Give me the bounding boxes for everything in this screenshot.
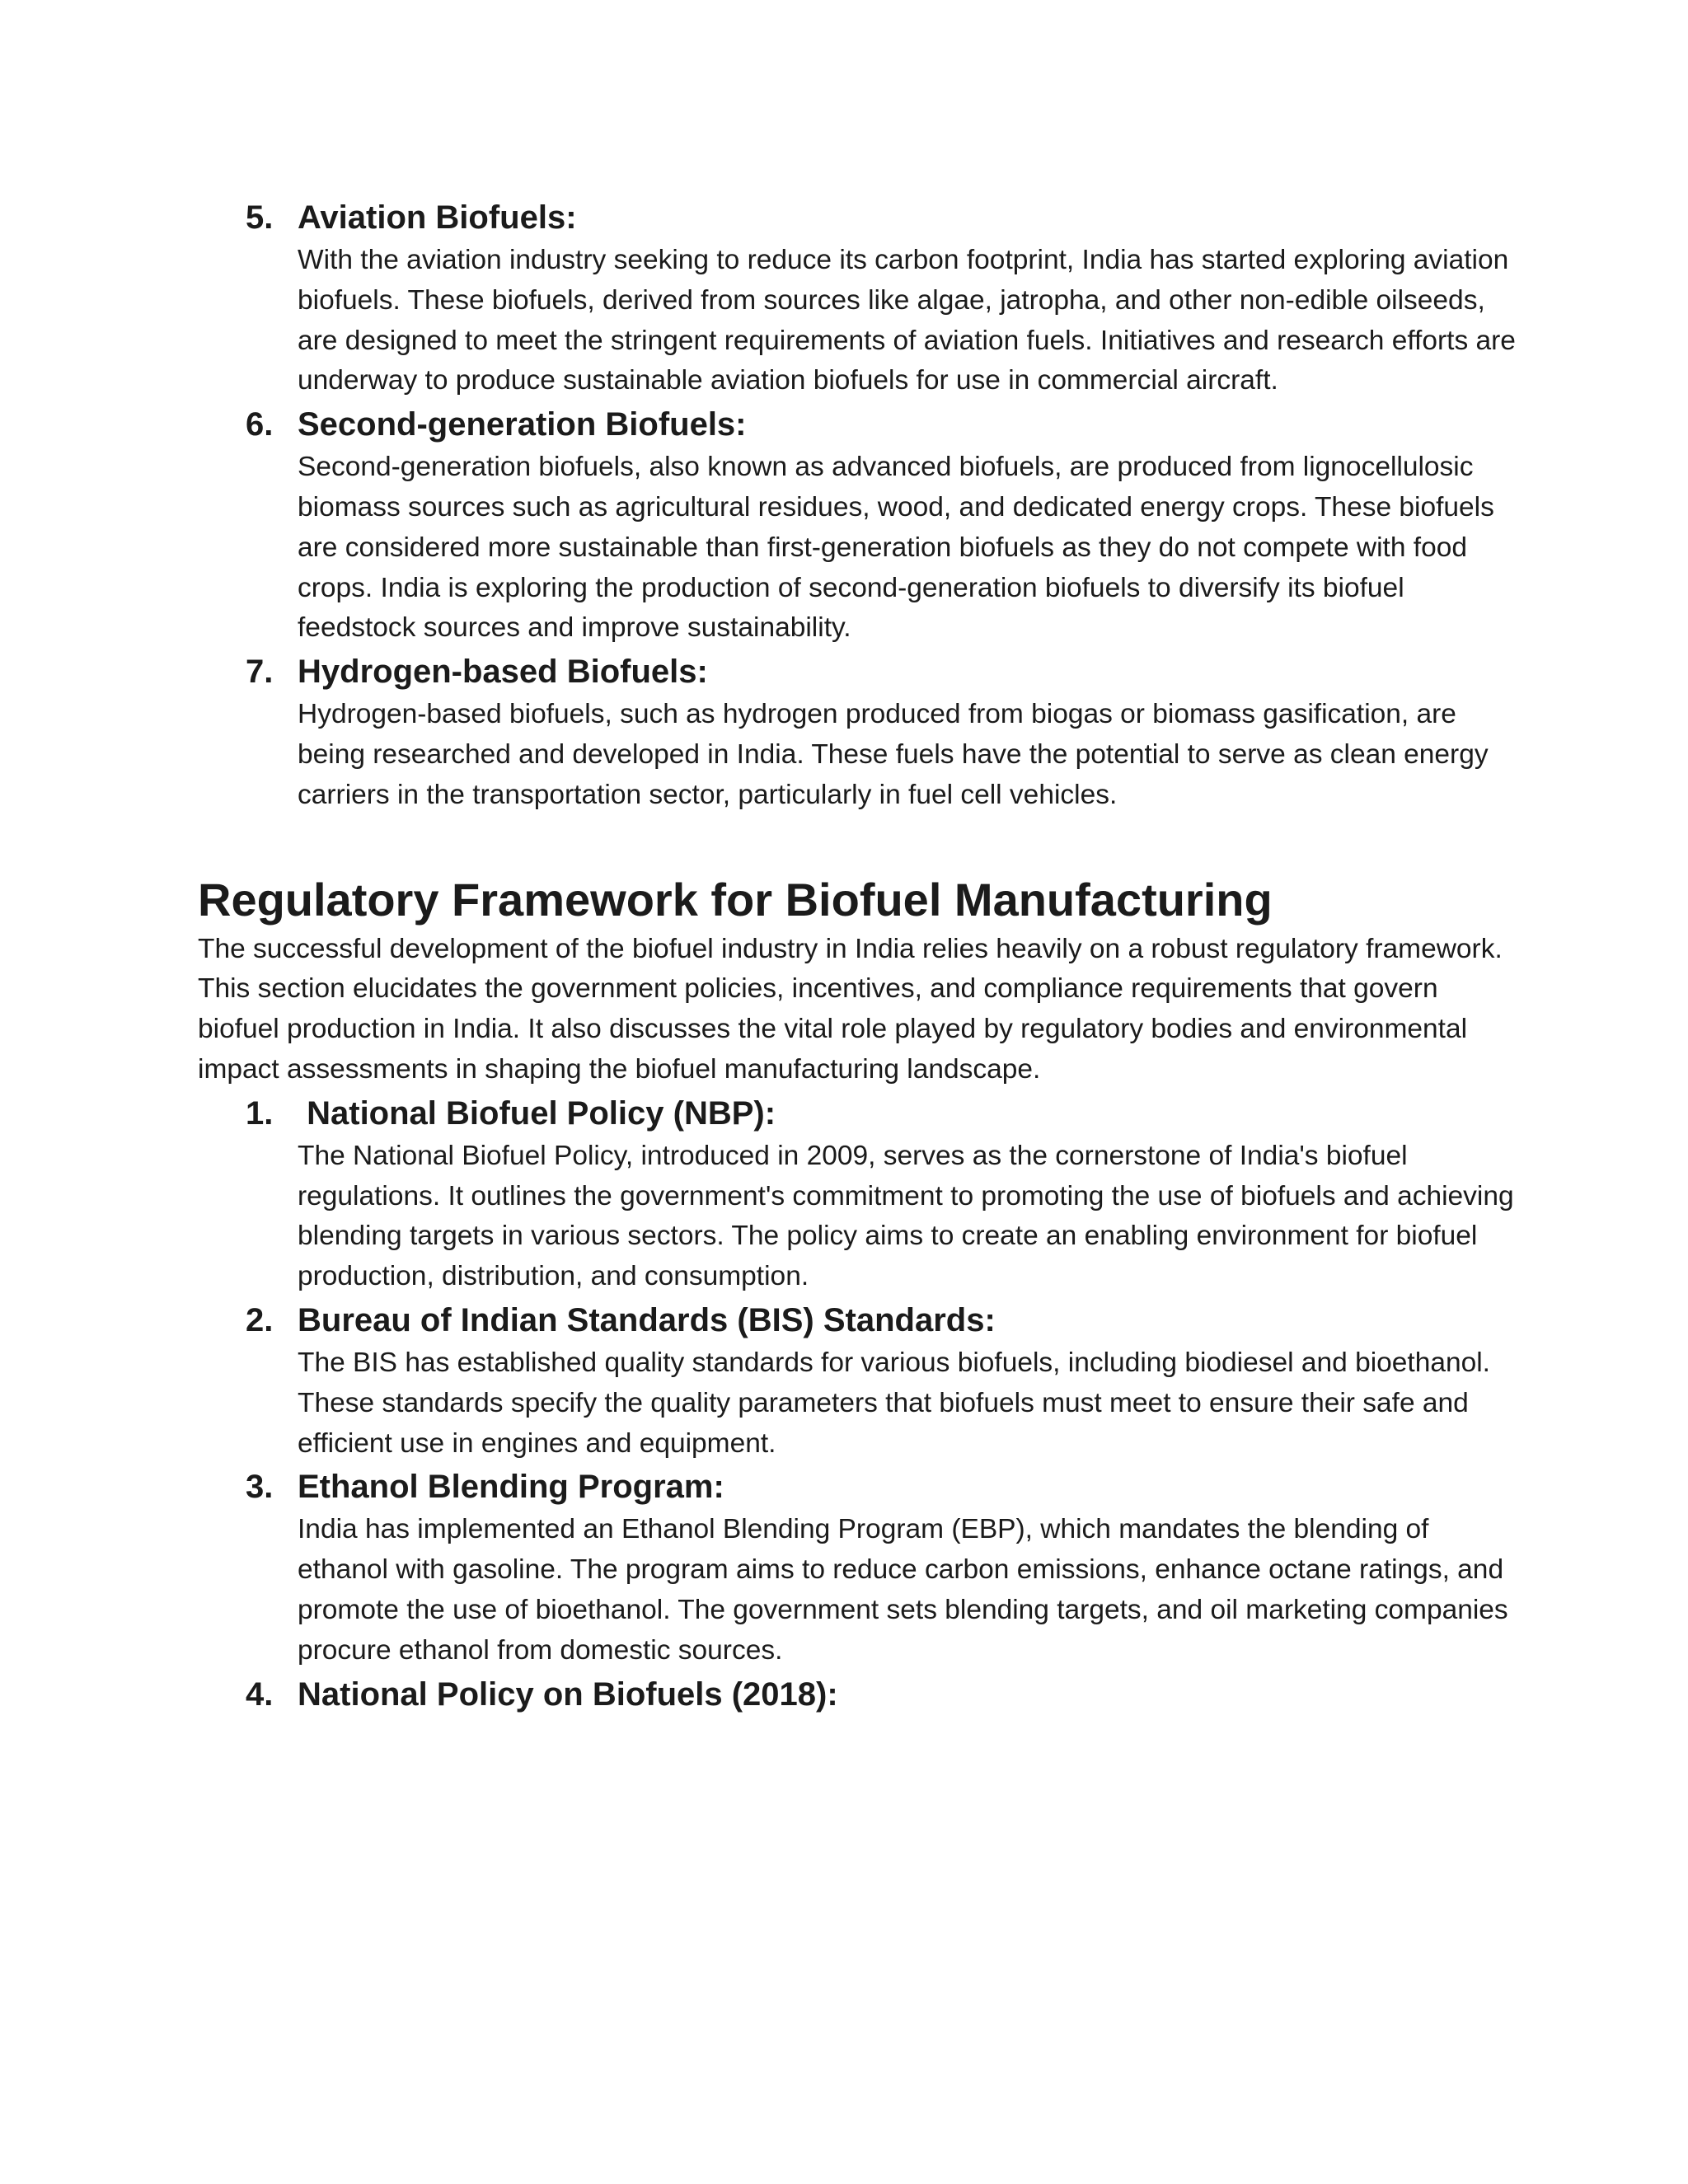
- list-item-body: The National Biofuel Policy, introduced in 2009, serves as the cornerstone of India's biofuel regulations. It outlines the government's commitment to promoting the use of biofuels and achieving blending targets in various sectors. The policy aims to create an enabling environment for biofuel production, distribution, and consumption.: [298, 1140, 1514, 1292]
- list-item-title: Second-generation Biofuels:: [298, 406, 747, 443]
- list-item-body: With the aviation industry seeking to reduce its carbon footprint, India has started exploring aviation biofuels. These biofuels, derived from sources like algae, jatropha, and other non-edible oilseeds, are designed to meet the stringent requirements of aviation fuels. Initiatives and research efforts are underway to produce sustainable aviation biofuels for use in commercial aircraft.: [298, 245, 1516, 396]
- list-item-title: National Policy on Biofuels (2018):: [298, 1675, 838, 1713]
- list-item: [198, 1464, 1517, 1671]
- list-item: [198, 1297, 1517, 1464]
- list-item: [198, 1090, 1517, 1297]
- list-item-number: 5.: [246, 199, 274, 236]
- list-item-number: 4.: [246, 1675, 274, 1713]
- section-heading: Regulatory Framework for Biofuel Manufacturing: [198, 873, 1273, 926]
- list-item: [198, 194, 1517, 401]
- list-item: [198, 649, 1517, 815]
- list-item-number: 7.: [246, 654, 274, 691]
- list-item-number: 2.: [246, 1301, 274, 1338]
- spacer: [198, 816, 1517, 870]
- list-item-number: 6.: [246, 406, 274, 443]
- list-item-title: Hydrogen-based Biofuels:: [298, 654, 708, 691]
- list-item-number: 3.: [246, 1469, 274, 1506]
- regulatory-framework-list: [198, 1090, 1517, 1718]
- list-item: [198, 401, 1517, 649]
- section-intro: The successful development of the biofuel industry in India relies heavily on a robust regulatory framework. This section elucidates the government policies, incentives, and compliance requirements that govern biofuel production in India. It also discusses the vital role played by regulatory bodies and environmental impact assessments in shaping the biofuel manufacturing landscape.: [198, 933, 1503, 1085]
- list-item-title: Aviation Biofuels:: [298, 199, 577, 236]
- list-item-title: National Biofuel Policy (NBP):: [298, 1094, 776, 1132]
- list-item-body: India has implemented an Ethanol Blending Program (EBP), which mandates the blending of ethanol with gasoline. The program aims to reduce carbon emissions, enhance octane ratings, and promote the use of bioethanol. The government sets blending targets, and oil marketing companies procure ethanol from domestic sources.: [298, 1514, 1508, 1666]
- list-item-body: The BIS has established quality standards for various biofuels, including biodiesel and bioethanol. These standards specify the quality parameters that biofuels must meet to ensure their safe and efficient use in engines and equipment.: [298, 1347, 1490, 1459]
- list-item-number: 1.: [246, 1094, 274, 1132]
- list-item-body: Second-generation biofuels, also known as advanced biofuels, are produced from lignocellulosic biomass sources such as agricultural residues, wood, and dedicated energy crops. These biofuels are considered more sustainable than first-generation biofuels as they do not compete with food crops. India is exploring the production of second-generation biofuels to diversify its biofuel feedstock sources and improve sustainability.: [298, 452, 1494, 644]
- document-page: [198, 194, 1517, 1718]
- list-item-title: Ethanol Blending Program:: [298, 1469, 724, 1506]
- list-item-title: Bureau of Indian Standards (BIS) Standards:: [298, 1301, 996, 1338]
- list-item: [198, 1671, 1517, 1718]
- biofuel-types-list: [198, 194, 1517, 816]
- list-item-body: Hydrogen-based biofuels, such as hydrogen produced from biogas or biomass gasification, are being researched and developed in India. These fuels have the potential to serve as clean energy carriers in the transportation sector, particularly in fuel cell vehicles.: [298, 699, 1489, 810]
